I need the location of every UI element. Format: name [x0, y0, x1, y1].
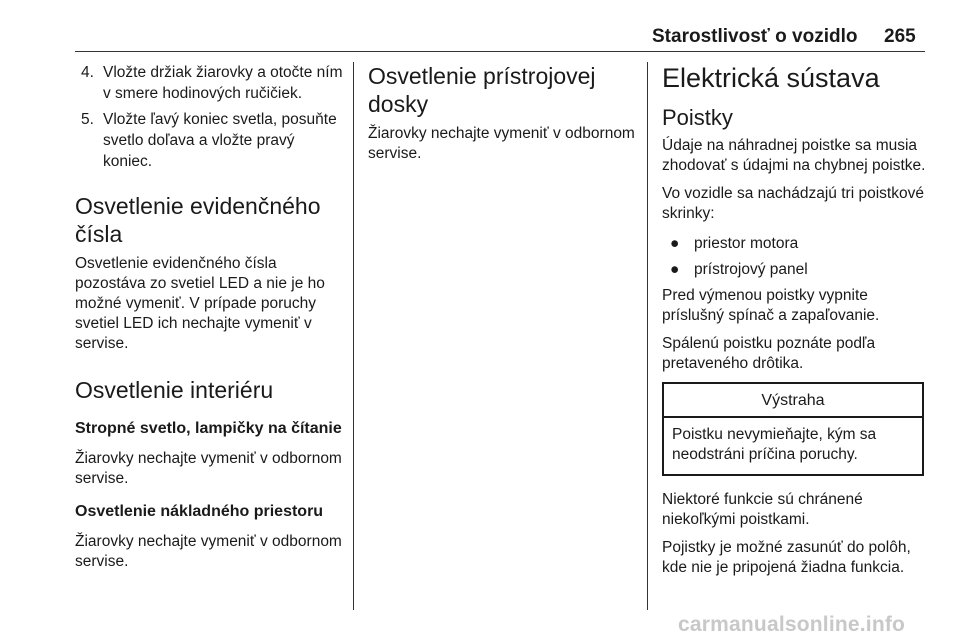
list-item-text: prístrojový panel	[694, 261, 808, 278]
bullet-icon: ●	[670, 261, 680, 278]
fuses-paragraph: Vo vozidle sa nachádzajú tri poistkové skrinky:	[662, 185, 924, 222]
fuses-paragraph: Údaje na náhradnej poistke sa musia zhodovať s údajmi na chybnej poistke.	[662, 137, 926, 174]
header-rule	[75, 51, 925, 52]
cargo-light-heading: Osvetlenie nákladného priestoru	[75, 503, 324, 520]
column-divider	[647, 62, 648, 610]
cargo-light-text: Žiarovky nechajte vymeniť v odbornom servise.	[75, 533, 342, 570]
step-number: 5.	[81, 111, 94, 128]
step-item	[75, 62, 343, 104]
column-1	[75, 62, 343, 572]
fuse-box-list	[662, 234, 928, 280]
column-divider	[353, 62, 354, 610]
fuses-paragraph: Niektoré funkcie sú chránené niekoľkými poistkami.	[662, 491, 863, 528]
running-header-title: Starostlivosť o vozidlo	[652, 26, 858, 47]
plate-light-text: Osvetlenie evidenčného čísla pozostáva zo svetiel LED a nie je ho možné vymeniť. V prípade poruchy svetiel LED ich nechajte vymeniť v servise.	[75, 255, 325, 352]
column-3	[662, 62, 928, 578]
fuses-paragraph: Spálenú poistku poznáte podľa pretaveného drôtika.	[662, 335, 876, 372]
warning-box	[662, 382, 924, 476]
step-item	[75, 109, 343, 172]
column-2	[368, 62, 636, 164]
bullet-icon: ●	[670, 235, 680, 252]
fuses-heading: Poistky	[662, 105, 733, 130]
interior-light-heading: Osvetlenie interiéru	[75, 377, 274, 403]
fuses-paragraph: Pred výmenou poistky vypnite príslušný spínač a zapaľovanie.	[662, 287, 880, 324]
list-item	[662, 234, 928, 254]
ceiling-light-heading: Stropné svetlo, lampičky na čítanie	[75, 420, 342, 437]
page-number: 265	[884, 26, 916, 47]
ceiling-light-text: Žiarovky nechajte vymeniť v odbornom servise.	[75, 450, 342, 487]
electrical-system-heading: Elektrická sústava	[662, 63, 880, 93]
step-number: 4.	[81, 64, 94, 81]
watermark: carmanualsonline.info	[678, 613, 906, 636]
steps-list	[75, 62, 343, 172]
warning-text: Poistku nevymieňajte, kým sa neodstráni príčina poruchy.	[672, 426, 877, 463]
warning-title: Výstraha	[664, 384, 922, 418]
dashboard-light-heading: Osvetlenie prístrojovej dosky	[368, 63, 596, 117]
fuses-paragraph: Pojistky je možné zasunúť do polôh, kde nie je pripojená žiadna funkcia.	[662, 539, 911, 576]
list-item-text: priestor motora	[694, 235, 799, 252]
plate-light-heading: Osvetlenie evidenčného čísla	[75, 193, 321, 247]
step-text: Vložte držiak žiarovky a otočte ním v smere hodinových ručičiek.	[103, 64, 343, 102]
list-item	[662, 260, 928, 280]
dashboard-light-text: Žiarovky nechajte vymeniť v odbornom servise.	[368, 125, 635, 162]
step-text: Vložte ľavý koniec svetla, posuňte svetlo doľava a vložte pravý koniec.	[103, 111, 337, 170]
